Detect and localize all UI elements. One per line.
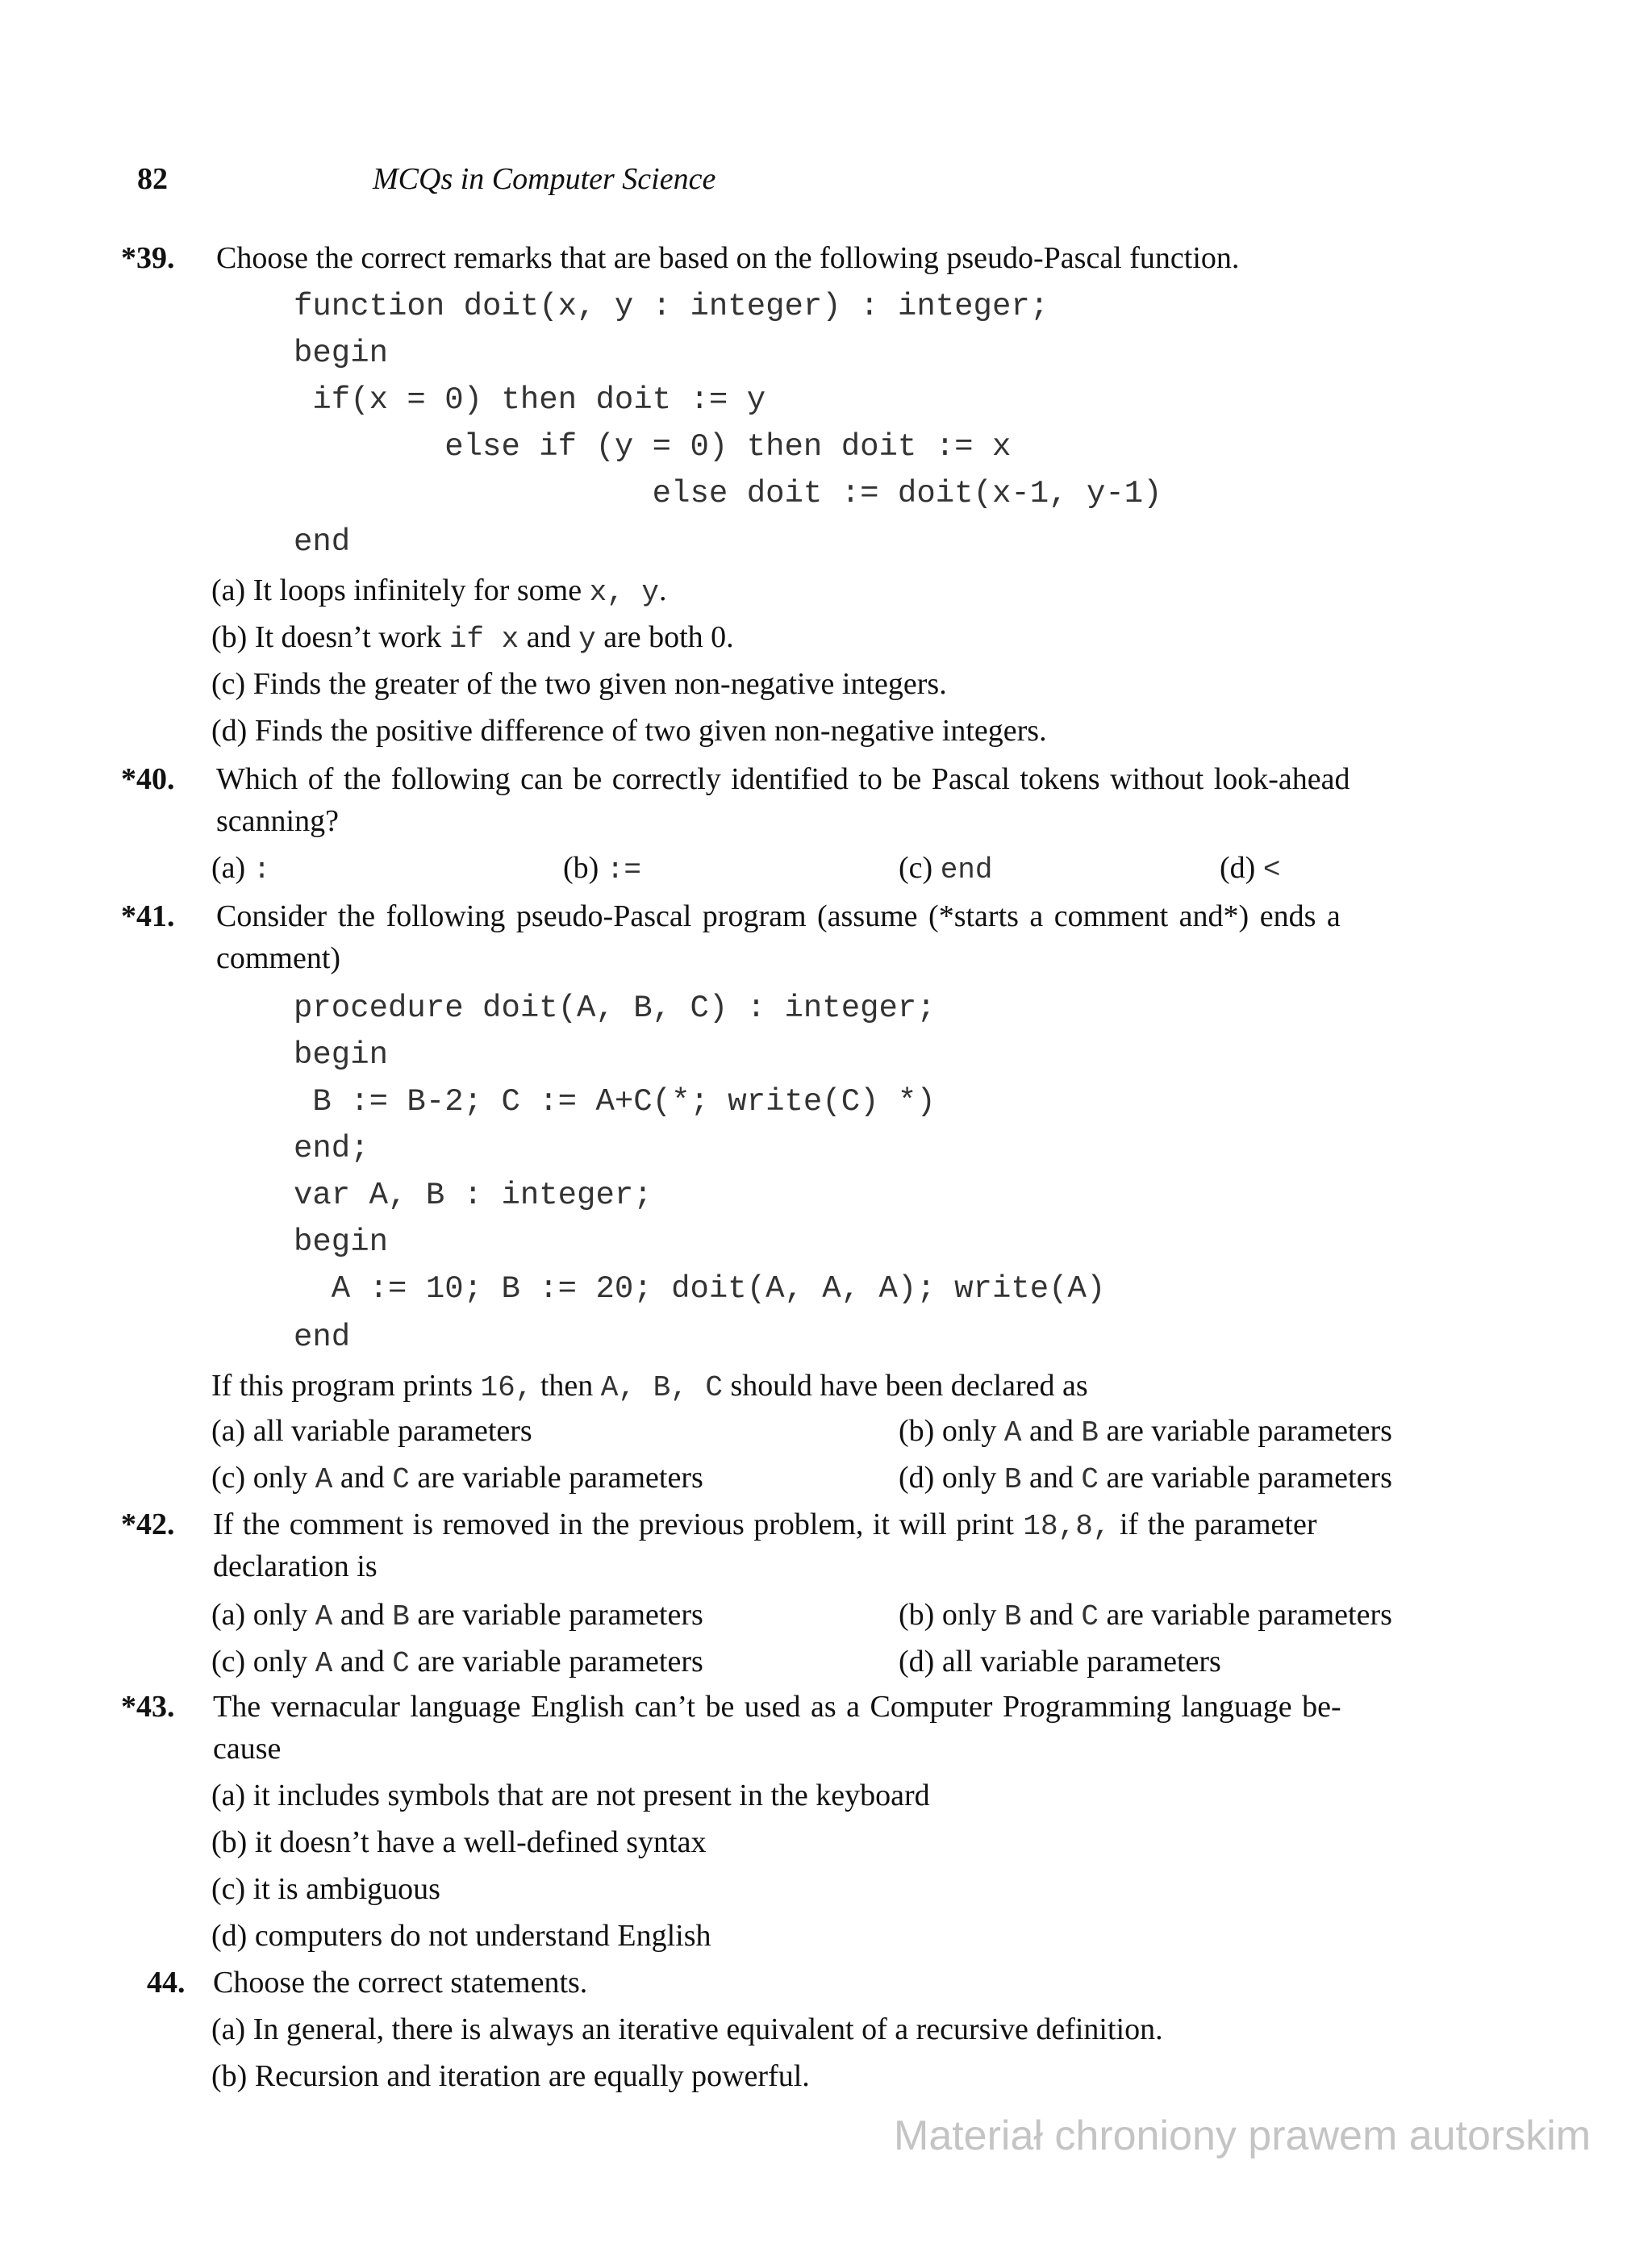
option-b[interactable] [211,619,734,656]
question-text: declaration is [213,1549,378,1583]
option-text: . [659,573,667,607]
stem-text: should have been declared as [723,1369,1088,1403]
code-line: A := 10; B := 20; doit(A, A, A); write(A) [294,1271,1106,1307]
code-line: end [294,524,351,560]
option-d[interactable] [899,1644,1221,1679]
option-code: end [940,853,993,886]
code-line: if(x = 0) then doit := y [294,382,766,418]
option-text: only [941,1598,1004,1632]
option-label: (b) [899,1414,935,1448]
question-text: Choose the correct statements. [213,1966,588,2000]
option-text: Finds the greater of the two given non-negative integers. [252,667,947,701]
option-label: (c) [211,1461,246,1495]
question-stem [211,1368,1088,1404]
option-text: are variable parameters [409,1645,703,1679]
option-a[interactable] [211,573,667,609]
option-label: (c) [211,1872,246,1906]
option-text: are both 0. [595,620,734,654]
option-a[interactable] [211,1413,532,1449]
option-code: C [1081,1600,1099,1633]
option-label: (d) [1220,851,1256,885]
question-code: 18,8, [1023,1510,1111,1543]
option-text: all variable parameters [941,1645,1221,1679]
question-text: Which of the following can be correctly identified to be Pascal tokens without look-ahead [216,762,1350,796]
page-number: 82 [137,162,168,196]
option-label: (b) [211,1825,248,1859]
option-text: are variable parameters [409,1461,703,1495]
option-d[interactable] [1220,850,1280,886]
option-label: (b) [899,1598,935,1632]
page-header [137,161,716,197]
question-number: *40. [121,762,175,796]
question-text: cause [213,1732,282,1766]
code-line: var A, B : integer; [294,1178,653,1213]
question-text: Choose the correct remarks that are based on the following pseudo-Pascal function. [216,241,1240,275]
code-line: end [294,1320,351,1355]
option-label: (d) [899,1461,935,1495]
question-number: 44. [147,1966,186,2000]
option-text: computers do not understand English [254,1919,711,1953]
option-d[interactable] [211,713,1047,749]
option-b[interactable] [211,2058,810,2094]
option-label: (c) [899,851,933,885]
question-number: *41. [121,899,175,933]
option-label: (a) [211,2012,246,2046]
option-label: (b) [563,851,599,885]
code-line: else if (y = 0) then doit := x [294,429,1012,465]
option-label: (a) [211,851,246,885]
option-a[interactable] [211,1778,930,1813]
option-text: only [252,1461,315,1495]
option-a[interactable] [211,850,270,886]
option-a[interactable] [211,2012,1163,2047]
option-code: A [315,1463,333,1496]
option-label: (a) [211,573,246,607]
option-code: := [606,853,642,886]
option-text: and [1021,1414,1082,1448]
option-d[interactable] [211,1918,711,1954]
code-line: begin [294,1037,389,1073]
book-title: MCQs in Computer Science [373,162,716,196]
option-text: and [1021,1598,1082,1632]
question-text: scanning? [216,804,339,838]
option-c[interactable] [899,850,993,886]
code-line: function doit(x, y : integer) : integer; [294,289,1049,324]
option-text: are variable parameters [1098,1598,1392,1632]
option-d[interactable] [899,1460,1392,1496]
option-text: and [332,1461,393,1495]
option-b[interactable] [563,850,641,886]
option-text: and [1021,1461,1082,1495]
stem-text: If this program prints [211,1369,481,1403]
option-text: In general, there is always an iterative equivalent of a recursive definition. [252,2012,1163,2046]
question-text-part: if the parameter [1110,1508,1317,1541]
option-text: and [332,1598,393,1632]
option-a[interactable] [211,1597,703,1633]
option-code: < [1262,853,1281,886]
option-text: It doesn’t work [254,620,449,654]
option-label: (c) [211,1645,246,1679]
option-b[interactable] [211,1825,706,1860]
code-line: begin [294,1224,389,1260]
stem-code: 16, [480,1371,533,1404]
question-text [213,1507,1316,1543]
option-label: (d) [899,1645,935,1679]
option-text: are variable parameters [1098,1461,1392,1495]
option-label: (b) [211,620,248,654]
option-text: only [252,1645,315,1679]
option-text: Recursion and iteration are equally powerful. [254,2059,810,2093]
option-label: (d) [211,1919,248,1953]
stem-text: then [532,1369,601,1403]
question-text: comment) [216,941,341,975]
option-code: B [1003,1463,1022,1496]
code-line: end; [294,1131,369,1166]
question-number: *42. [121,1508,175,1541]
option-code: C [392,1647,410,1680]
option-code: y [578,623,596,656]
option-code: C [1081,1463,1099,1496]
option-text: all variable parameters [252,1414,532,1448]
option-code: B [392,1600,410,1633]
question-text: The vernacular language English can’t be used as a Computer Programming language be- [213,1690,1341,1724]
option-code: x, y [589,576,659,609]
option-code: if x [448,623,519,656]
code-line: begin [294,336,389,371]
option-text: are variable parameters [409,1598,703,1632]
option-label: (a) [211,1598,246,1632]
option-text: are variable parameters [1098,1414,1392,1448]
option-text: only [252,1598,315,1632]
option-code: A [315,1647,333,1680]
option-text: it is ambiguous [252,1872,440,1906]
option-text: it includes symbols that are not present in the keyboard [252,1779,930,1812]
option-label: (d) [211,714,248,748]
option-code: A [1003,1416,1022,1449]
option-text: and [332,1645,393,1679]
option-c[interactable] [211,666,947,702]
option-code: B [1081,1416,1099,1449]
question-number: *43. [121,1690,175,1724]
option-code: B [1003,1600,1022,1633]
question-text-part: If the comment is removed in the previous problem, it will print [213,1508,1024,1541]
question-number: *39. [121,241,175,275]
stem-code: A, B, C [600,1371,723,1404]
option-b[interactable] [899,1413,1392,1449]
option-text: only [941,1414,1004,1448]
code-line: B := B-2; C := A+C(*; write(C) *) [294,1084,936,1120]
option-code: C [392,1463,410,1496]
option-label: (a) [211,1779,246,1812]
option-c[interactable] [211,1460,703,1496]
option-code: : [252,853,271,886]
option-code: A [315,1600,333,1633]
option-label: (a) [211,1414,246,1448]
option-text: It loops infinitely for some [252,573,590,607]
option-c[interactable] [211,1644,703,1680]
option-text: only [941,1461,1004,1495]
option-text: Finds the positive difference of two given non-negative integers. [254,714,1047,748]
code-line: else doit := doit(x-1, y-1) [294,476,1162,511]
option-c[interactable] [211,1871,440,1907]
copyright-watermark: Materiał chroniony prawem autorskim [894,2112,1592,2159]
option-label: (c) [211,667,246,701]
option-text: it doesn’t have a well-defined syntax [254,1825,707,1859]
option-text: and [519,620,579,654]
question-text: Consider the following pseudo-Pascal program (assume (*starts a comment and*) ends a [216,899,1341,933]
option-b[interactable] [899,1597,1392,1633]
code-line: procedure doit(A, B, C) : integer; [294,990,936,1026]
option-label: (b) [211,2059,248,2093]
